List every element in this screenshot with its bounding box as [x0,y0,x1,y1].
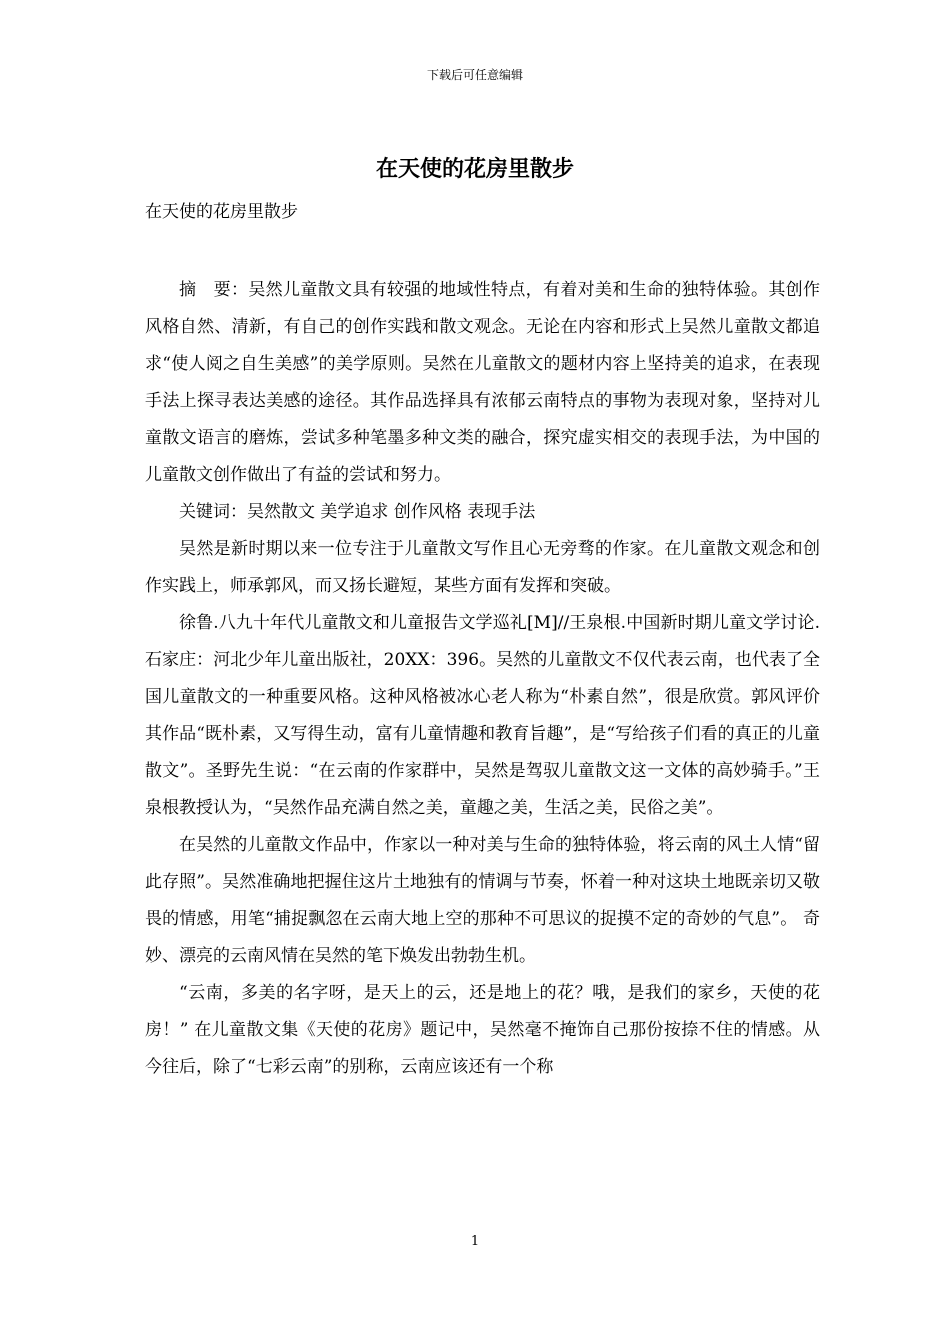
body-paragraph: 徐鲁.八九十年代儿童散文和儿童报告文学巡礼[M]//王泉根.中国新时期儿童文学讨论.石家庄：河北少年儿童出版社，20XX：396。吴然的儿童散文不仅代表云南，也代表了全国儿童散文的一种重要风格。这种风格被冰心老人称为“朴素自然”，很是欣赏。郭风评价其作品“既朴素，又写得生动，富有儿童情趣和教育旨趣”，是“写给孩子们看的真正的儿童散文”。圣野先生说：“在云南的作家群中，吴然是驾驭儿童散文这一文体的高妙骑手。”王泉根教授认为，“吴然作品充满自然之美，童趣之美，生活之美，民俗之美”。 [145,613,820,818]
keywords-paragraph: 关键词：吴然散文 美学追求 创作风格 表现手法 [179,502,536,522]
body-paragraph: “云南，多美的名字呀，是天上的云，还是地上的花？哦，是我们的家乡，天使的花房！” 在儿童散文集《天使的花房》题记中，吴然毫不掩饰自己那份按捺不住的情感。从今往后，除了“七彩云南”的别称，云南应该还有一个称 [145,983,820,1077]
body-paragraph: 在吴然的儿童散文作品中，作家以一种对美与生命的独特体验，将云南的风土人情“留此存照”。吴然准确地把握住这片土地独有的情调与节奏，怀着一种对这块土地既亲切又敬畏的情感，用笔“捕捉飘忽在云南大地上空的那种不可思议的捉摸不定的奇妙的气息”。 奇妙、漂亮的云南风情在吴然的笔下焕发出勃勃生机。 [145,835,820,966]
abstract-paragraph: 摘 要：吴然儿童散文具有较强的地域性特点，有着对美和生命的独特体验。其创作风格自然、清新，有自己的创作实践和散文观念。无论在内容和形式上吴然儿童散文都追求“使人阅之自生美感”的美学原则。吴然在儿童散文的题材内容上坚持美的追求，在表现手法上探寻表达美感的途径。其作品选择具有浓郁云南特点的事物为表现对象，坚持对儿童散文语言的磨炼，尝试多种笔墨多种文类的融合，探究虚实相交的表现手法，为中国的儿童散文创作做出了有益的尝试和努力。 [145,280,820,485]
document-subtitle: 在天使的花房里散步 [145,202,298,222]
body-paragraph: 吴然是新时期以来一位专注于儿童散文写作且心无旁骛的作家。在儿童散文观念和创作实践上，师承郭风，而又扬长避短，某些方面有发挥和突破。 [145,539,820,596]
body-text [145,272,820,1086]
page-number: 1 [470,1234,480,1249]
document-title: 在天使的花房里散步 [375,156,574,182]
header-note: 下载后可任意编辑 [426,68,523,82]
